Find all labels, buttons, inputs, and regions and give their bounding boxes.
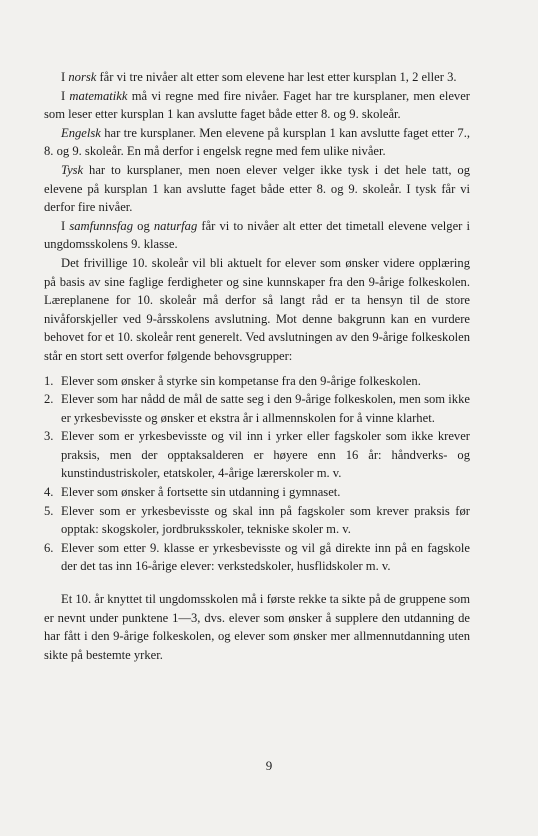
paragraph-samfunnsfag-naturfag: [44, 217, 470, 254]
text-run: har tre kursplaner. Men elevene på kursplan 1 kan avslutte faget etter 7., 8. og 9. skoleår. En må derfor i engelsk regne med fem ulike nivåer.: [44, 125, 470, 159]
list-number: 1.: [44, 373, 54, 388]
list-number: 3.: [44, 429, 54, 444]
list-item: [44, 390, 470, 427]
list-text: Elever som ønsker å styrke sin kompetanse fra den 9-årige folkeskolen.: [61, 373, 421, 388]
list-item: [44, 483, 470, 502]
list-text: Elever som ønsker å fortsette sin utdanning i gymnaset.: [61, 485, 341, 500]
subject-emphasis: matematikk: [69, 88, 128, 103]
subject-emphasis: naturfag: [153, 218, 198, 233]
list-item: [44, 372, 470, 391]
text-run: Det frivillige 10. skoleår vil bli aktuelt for elever som ønsker videre opplæring på basis av sine faglige ferdigheter og sine kunnskaper fra den 9-årige folkeskolen. Læreplanene for 10. skoleår må derfor så langt råd er ta hensyn til de store nivåforskjeller ved 9-årsskolens avslutning. Mot denne bakgrunn kan en vurdere behovet for et 10. skoleår rent generelt. Ved avslutningen av den 9-årige folkeskolen står en stort sett overfor følgende behovsgrupper:: [44, 255, 470, 363]
subject-emphasis: samfunnsfag: [69, 218, 134, 233]
paragraph-tiende-skolear: [44, 254, 470, 366]
text-run: I: [61, 88, 70, 103]
list-text: Elever som har nådd de mål de satte seg i den 9-årige folkeskolen, men som ikke er yrkesbevisste og ønsker et ekstra år i allmennskolen for å vinne klarhet.: [61, 392, 470, 425]
text-run: får vi tre nivåer alt etter som elevene har lest etter kursplan 1, 2 eller 3.: [96, 70, 457, 84]
list-text: Elever som er yrkesbevisste og vil inn i yrker eller fagskoler som ikke krever praksis, men der opptaksalderen er høyere enn 16 år: håndverks- og kunstindustriskoler, etatskoler, 4-årige lærerskoler m. v.: [61, 429, 470, 481]
list-number: 5.: [44, 503, 54, 518]
paragraph-tysk: [44, 161, 470, 217]
text-run: får vi to nivåer alt etter det timetall elevene velger i ungdomsskolens 9. klasse.: [44, 218, 470, 252]
page-number: 9: [265, 758, 273, 773]
paragraph-norsk: [44, 68, 470, 87]
paragraph-matematikk: [44, 87, 470, 124]
list-item: [44, 502, 470, 539]
behovsgrupper-list: [44, 372, 470, 577]
text-run: og: [133, 218, 154, 233]
paragraph-engelsk: [44, 124, 470, 161]
list-number: 6.: [44, 540, 54, 555]
subject-emphasis: Tysk: [61, 162, 84, 177]
text-run: I: [61, 70, 69, 84]
list-item: [44, 427, 470, 483]
text-run: må vi regne med fire nivåer. Faget har tre kursplaner, men elever som leser etter kursplan 1 kan avslutte faget både etter 8. og 9. skoleår.: [44, 88, 470, 122]
body-text: [44, 68, 470, 664]
subject-emphasis: norsk: [68, 70, 97, 84]
list-text: Elever som etter 9. klasse er yrkesbevisste og vil gå direkte inn på en fagskole der det tas inn 16-årige elever: verkstedskoler, husflidskoler m. v.: [61, 540, 470, 574]
list-item: [44, 539, 470, 576]
subject-emphasis: Engelsk: [61, 125, 101, 140]
list-number: 2.: [44, 392, 54, 407]
closing-paragraph: Et 10. år knyttet til ungdomsskolen må i første rekke ta sikte på de gruppene som er nevnt under punktene 1—3, dvs. elever som ønsker å supplere den utdanning de har fått i den 9-årige folkeskolen, og elever som ønsker mer allmennutdanning uten sikte på bestemte yrker.: [44, 592, 470, 662]
text-run: har to kursplaner, men noen elever velger ikke tysk i det hele tatt, og elevene på kursplan 1 kan avslutte faget både etter 8. og 9. skoleår. I tysk får vi derfor fire nivåer.: [44, 162, 470, 215]
list-number: 4.: [44, 485, 54, 500]
text-run: I: [61, 218, 70, 233]
list-text: Elever som er yrkesbevisste og skal inn på fagskoler som krever praksis før opptak: skogskoler, jordbruksskoler, tekniske skoler m. v.: [61, 503, 470, 537]
